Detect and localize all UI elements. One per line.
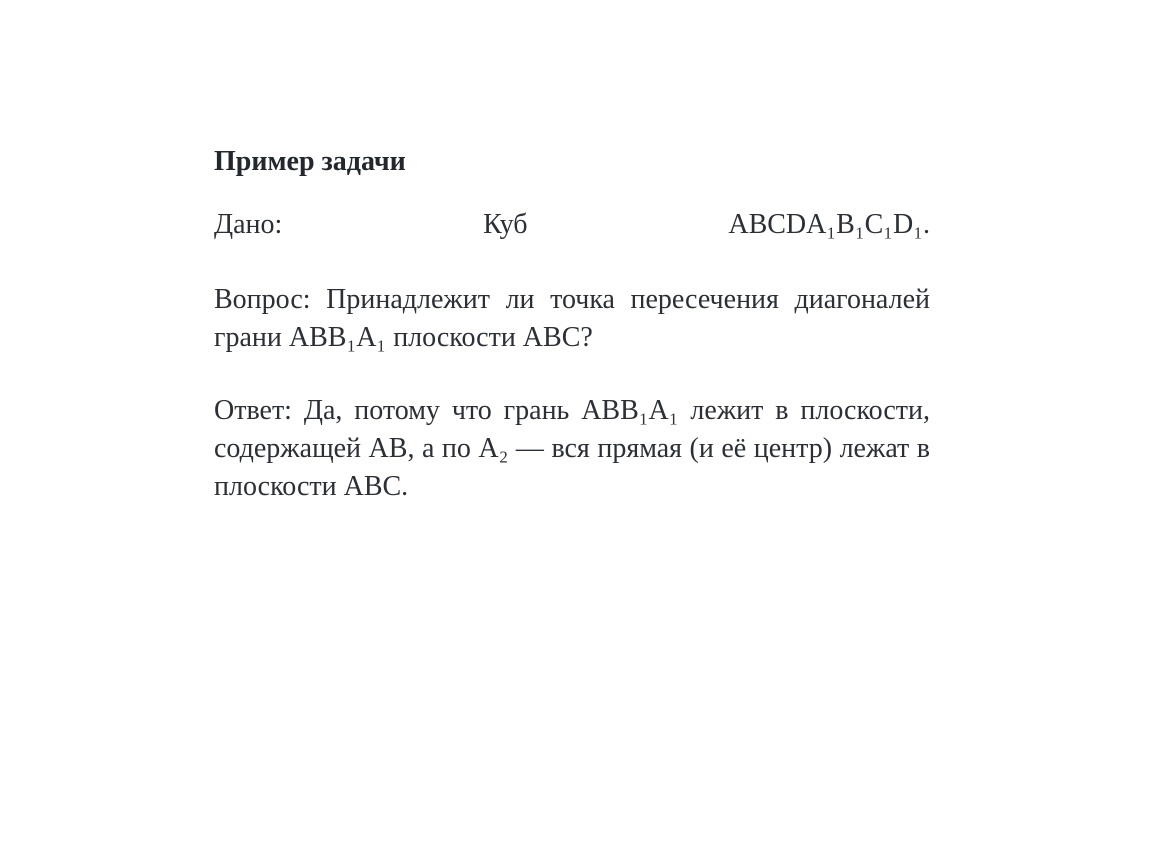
document-heading: Пример задачи <box>214 146 406 177</box>
answer-paragraph: Ответ: Да, потому что грань ABB₁A₁ лежит в плоскости, содержащей AB, а по A₂ — вся прямая (и её центр) лежат в плоскости ABC. <box>214 395 930 502</box>
document-body <box>214 140 930 541</box>
question-paragraph: Вопрос: Принадлежит ли точка пересечения диагоналей грани ABB₁A₁ плоскости ABC? <box>214 284 930 353</box>
given-paragraph: Дано: Куб ABCDA₁B₁C₁D₁. <box>214 209 930 240</box>
